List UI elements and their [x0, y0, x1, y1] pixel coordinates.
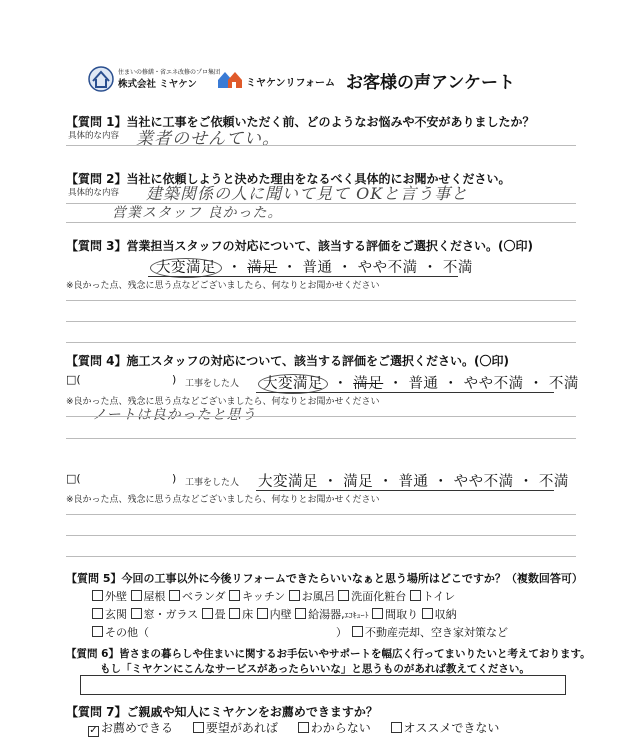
q5-option[interactable]: 屋根: [131, 590, 166, 603]
q4a-option-slightly-dissatisfied[interactable]: やや不満: [463, 376, 524, 392]
q7-title: 【質問 7】ご親戚や知人にミヤケンをお薦めできますか？: [66, 705, 378, 719]
checkbox-icon: [229, 590, 240, 601]
q4-worker-b-label: 工事をした人: [185, 478, 240, 488]
checkbox-icon: [391, 722, 402, 733]
checkbox-icon: [372, 608, 383, 619]
checkbox-icon: [92, 626, 103, 637]
q3-scale: [150, 256, 473, 277]
q6-title: 【質問 6】皆さまの暮らしや住まいに関するお手伝いやサポートを幅広く行ってまいりたいと考えております。: [66, 648, 591, 660]
q3-title: 【質問 3】営業担当スタッフの対応について、該当する評価をご選択ください。(〇印): [66, 239, 534, 253]
q4b-option-slightly-dissatisfied[interactable]: やや不満: [453, 474, 514, 490]
q2-answer-line2: 営業スタッフ 良かった。: [112, 205, 283, 221]
q4-worker-a: [66, 373, 81, 386]
q4b-sep: ・: [518, 474, 534, 490]
q5-option[interactable]: 玄関: [92, 608, 127, 621]
q1-title: 【質問 1】当社に工事をご依頼いただく前、どのようなお悩みや不安がありましたか？: [66, 115, 535, 129]
q4-worker-b-close: ): [172, 472, 177, 485]
q5-option[interactable]: お風呂: [289, 590, 335, 603]
q2-title: 【質問 2】当社に依頼しようと決めた理由をなるべく具体的にお聞かせください。: [66, 172, 511, 186]
q4b-note: ※良かった点、残念に思う点などございましたら、何なりとお聞かせください: [66, 495, 380, 505]
q4-scale-b: [258, 470, 569, 491]
checkbox-icon: [92, 590, 103, 601]
q5-option[interactable]: 間取り: [372, 608, 418, 621]
q5-option[interactable]: ベランダ: [169, 590, 226, 603]
page-title: お客様の声アンケート: [346, 73, 515, 93]
q5-option-extra[interactable]: 不動産売却、空き家対策など: [352, 624, 508, 640]
checkbox-icon: [295, 608, 306, 619]
checkbox-icon: [257, 608, 268, 619]
q5-option[interactable]: 給湯器,ｴｺｷｭｰﾄ: [295, 608, 369, 621]
q5-option[interactable]: トイレ: [410, 590, 455, 603]
q4-worker-b: [66, 472, 81, 485]
q4-worker-a-label: 工事をした人: [185, 379, 240, 389]
q5-option[interactable]: 窓・ガラス: [131, 608, 199, 621]
checkbox-icon: [193, 722, 204, 733]
reform-logo-icon: [216, 69, 242, 89]
q4b-line-2: [66, 535, 576, 536]
q5-option[interactable]: 内壁: [257, 608, 292, 621]
q3-option-dissatisfied[interactable]: 不満: [442, 260, 473, 276]
checkbox-icon: [92, 608, 103, 619]
header: [88, 66, 558, 96]
q4b-underline: [256, 490, 554, 491]
checkbox-icon: [352, 626, 363, 637]
q4a-option-dissatisfied[interactable]: 不満: [548, 376, 579, 392]
q5-option-other[interactable]: その他（: [92, 626, 149, 639]
q7-options: [88, 719, 499, 737]
q4-title: 【質問 4】施工スタッフの対応について、該当する評価をご選択ください。(〇印): [66, 354, 510, 368]
q6-answer-box[interactable]: [80, 675, 566, 695]
q1-answer: 業者のせんてい。: [136, 129, 280, 149]
checkbox-icon: [202, 608, 213, 619]
q7-option-not-recommend[interactable]: オススメできない: [391, 721, 500, 735]
q3-line-3: [66, 342, 576, 343]
q4a-sep: ・: [443, 376, 459, 392]
q7-option-recommend[interactable]: ✓ お薦めできる: [89, 721, 174, 736]
checkbox-icon: [289, 590, 300, 601]
q4-scale-a: [258, 372, 579, 393]
q3-option-slightly-dissatisfied[interactable]: やや不満: [357, 260, 418, 276]
q4a-line-2: [66, 438, 576, 439]
q4-worker-b-check[interactable]: □(: [66, 472, 81, 485]
q3-option-very-satisfied[interactable]: 大変満足: [150, 258, 222, 278]
q5-option[interactable]: 収納: [422, 608, 457, 621]
q4b-option-satisfied[interactable]: 満足: [343, 474, 374, 490]
q4a-line-1: [66, 416, 576, 417]
q2-label: 具体的な内容: [68, 188, 120, 198]
q4a-option-satisfied[interactable]: 満足: [353, 376, 384, 392]
checkbox-icon: [131, 608, 142, 619]
q3-option-normal[interactable]: 普通: [302, 260, 333, 276]
q5-row2: [92, 606, 457, 622]
checkbox-icon: [298, 722, 309, 733]
q4b-sep: ・: [323, 474, 339, 490]
q7-option-if-requested[interactable]: 要望があれば: [193, 721, 278, 735]
q5-option[interactable]: 床: [229, 608, 253, 621]
q3-option-satisfied[interactable]: 満足: [247, 260, 278, 276]
q2-line-2: [66, 222, 576, 223]
q4a-sep: ・: [388, 376, 404, 392]
q2-answer-line1: 建築関係の人に聞いて見て OKと言う事と: [146, 184, 469, 203]
q3-sep: ・: [422, 260, 438, 276]
q1-line: [66, 145, 576, 146]
q7-option-unsure[interactable]: わからない: [298, 721, 371, 735]
q5-other-close: ）: [336, 626, 347, 639]
checkbox-icon: [338, 590, 349, 601]
q4b-option-very-satisfied[interactable]: 大変満足: [258, 474, 318, 490]
q3-sep: ・: [337, 260, 353, 276]
q4b-sep: ・: [433, 474, 449, 490]
checkbox-icon: [410, 590, 421, 601]
q1-label: 具体的な内容: [68, 131, 120, 141]
q4a-underline: [256, 392, 554, 393]
q4b-option-dissatisfied[interactable]: 不満: [538, 474, 569, 490]
q3-scale-underline: [148, 276, 458, 277]
checkbox-icon: [422, 608, 433, 619]
checkbox-icon: [169, 590, 180, 601]
q3-note: ※良かった点、残念に思う点などございましたら、何なりとお聞かせください: [66, 281, 380, 291]
checkbox-icon: [229, 608, 240, 619]
q4b-line-3: [66, 556, 576, 557]
q5-title: 【質問 5】今回の工事以外に今後リフォームできたらいいなぁと思う場所はどこですか？（複数回答可）: [66, 572, 583, 585]
q5-row1: [92, 588, 455, 604]
q3-sep: ・: [282, 260, 298, 276]
q5-row3: [92, 624, 149, 640]
q4b-sep: ・: [378, 474, 394, 490]
q4a-note: ※良かった点、残念に思う点などございましたら、何なりとお聞かせください: [66, 397, 380, 407]
q6-line2: もし「ミヤケンにこんなサービスがあったらいいな」と思うものがあれば教えてください。: [100, 663, 530, 675]
q5-option[interactable]: 畳: [202, 608, 226, 621]
q4a-sep: ・: [333, 376, 349, 392]
q4a-option-normal[interactable]: 普通: [408, 376, 439, 392]
checked-checkbox-icon: ✓: [89, 725, 98, 736]
header-tagline: 住まいの修繕・省エネ改修のプロ集団: [118, 69, 221, 76]
q4a-option-very-satisfied[interactable]: 大変満足: [258, 374, 328, 394]
header-reform: ミヤケンリフォーム: [246, 78, 335, 89]
q4b-option-normal[interactable]: 普通: [398, 474, 429, 490]
q4a-sep: ・: [528, 376, 544, 392]
q3-sep: ・: [227, 260, 243, 276]
q3-line-2: [66, 321, 576, 322]
q4a-answer: ノートは良かったと思う: [92, 407, 257, 423]
miyaken-logo-icon: [88, 66, 114, 92]
q5-option[interactable]: 外壁: [92, 590, 127, 603]
q3-line-1: [66, 300, 576, 301]
header-company: 株式会社 ミヤケン: [118, 79, 197, 90]
q4-worker-a-check[interactable]: □(: [66, 373, 81, 386]
q5-option[interactable]: キッチン: [229, 590, 285, 603]
q5-option[interactable]: 洗面化粧台: [338, 590, 406, 603]
q4-worker-a-close: ): [172, 373, 177, 386]
checkbox-icon: [131, 590, 142, 601]
q4b-line-1: [66, 514, 576, 515]
